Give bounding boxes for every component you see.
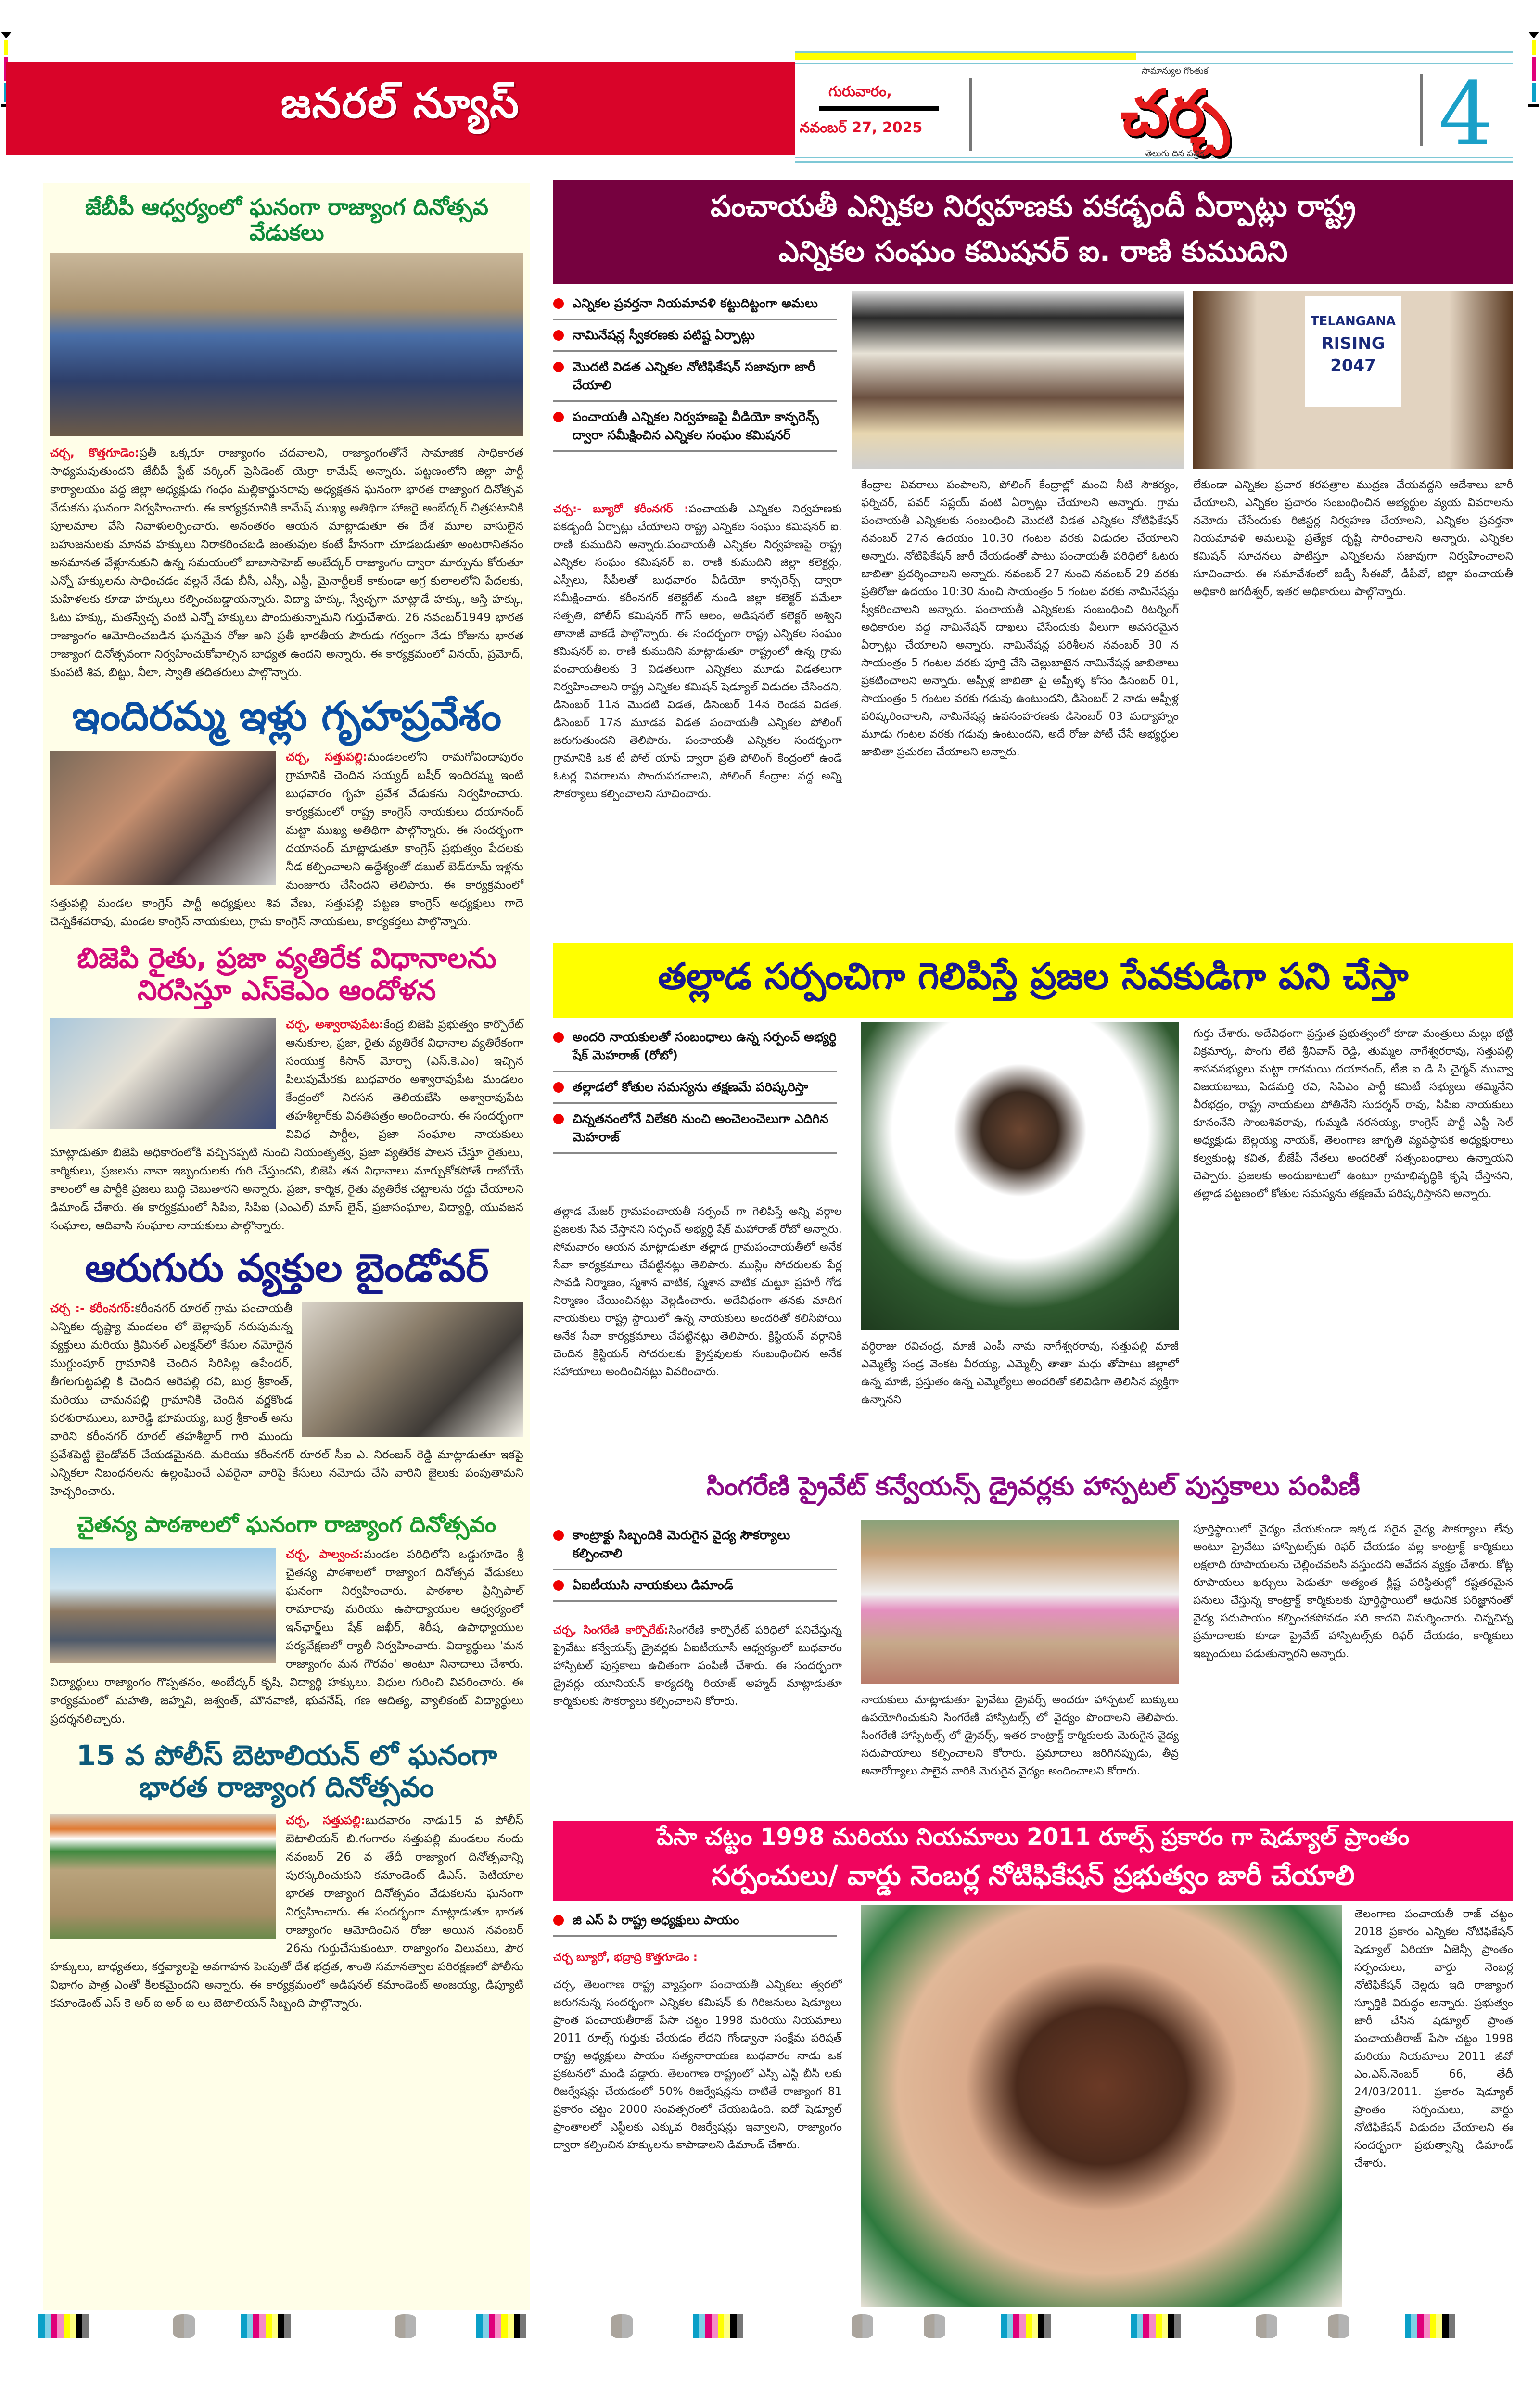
story-text: చర్చ, తెలంగాణ రాష్ట్ర వ్యాప్తంగా పంచాయతీ ఎన్నికలు త్వరలో జరుగనున్న సందర్భంగా ఎన్నికల కమిషన్ కు గిరిజనులు షెడ్యూలు ప్రాంత పంచాయతీరాజ్ పేసా చట్టం 1998 మరియు నియమాలు 2011 రూల్స్ గుర్తుకు చేయడం లేదని గోండ్వానా సంక్షేమ పరిషత్ రాష్ట్ర అధ్యక్షులు పాయం సత్యనారాయణ బుధవారం నాడు ఒక ప్రకటనలో మండి పడ్డారు. తెలంగాణ రాష్ట్రంలో ఎస్సీ ఎస్టీ బీసీ లకు రిజర్వేషన్లు చేయడంలో 50% రిజర్వేషన్లను దాటితే రాజ్యాంగ 81 ప్రకారం చట్టం 2000 సంవత్సరంలో చేయబడింది. ఐదో షెడ్యూల్ ప్రాంతాలలో ఎస్టీలకు ఎక్కువ రిజర్వేషన్లు ఇవ్వాలని, రాజ్యాంగం ద్వారా కల్పించిన హక్కులను కాపాడాలని డిమాండ్ చేశారు. [553, 1979, 842, 2151]
story-text: మండల పరిధిలోని ఒడ్డుగూడెం శ్రీ చైతన్య పాఠశాలలో రాజ్యాంగ దినోత్సవ వేడుకలు ఘనంగా నిర్వహించారు. పాఠశాల ప్రిన్సిపాల్ రామారావు మరియు ఉపాధ్యాయుల ఆధ్వర్యంలో ఇన్‌ఛార్జ్‌లు షేక్ జఖీర్, శిరీష, ఉపాధ్యాయుల పర్యవేక్షణలో ర్యాలీ నిర్వహించారు. విద్యార్థులు 'మన రాజ్యాంగం మన గౌరవం' అంటూ నినాదాలు చేశారు. విద్యార్థులు రాజ్యాంగం గొప్పతనం, అంబేద్కర్ కృషి, విద్యార్థి హక్కులు, విధుల గురించి వివరించారు. ఈ కార్యక్రమంలో మహతి, జహ్నవి, జశ్వంత్, మౌనవాణి, భువనేష్, గణ ఆదిత్య, వ్యాలికంట్ విద్యార్థులు ప్రదర్శనలిచ్చారు. [50, 1547, 523, 1725]
story-skm-protest [50, 931, 523, 1234]
story-body [50, 1015, 523, 1235]
story-text: సింగరేణి కార్పొరేట్ పరిధిలో పనిచేస్తున్న ప్రైవేటు కన్వేయన్స్ డ్రైవర్లకు ఏఐటీయూసీ ఆధ్వర్యంలో బుధవారం హాస్పిటల్ పుస్తకాలు ఉచితంగా పంపిణీ చేశారు. ఈ సందర్భంగా డ్రైవర్లు యూనియన్ కార్యదర్శి రియాజ్ అహ్మద్ మాట్లాడుతూ కార్మికులకు సౌకర్యాలు కల్పించాలని కోరారు. [553, 1624, 842, 1708]
bullet-dot-icon [553, 1530, 564, 1541]
singareni-column-1 [553, 1621, 842, 1814]
issue-day: గురువారం, [828, 83, 892, 100]
main-story-banner [553, 180, 1513, 284]
bullet-dot-icon [553, 412, 564, 422]
bullet-text: పంచాయతీ ఎన్నికల నిర్వహణపై వీడియో కాన్ఫరెన్స్ ద్వారా సమీక్షించిన ఎన్నికల సంఘం కమిషనర్ [573, 410, 819, 443]
story-body [50, 1811, 523, 2012]
story-police-battalion [50, 1728, 523, 2012]
story-headline: ఆరుగురు వ్యక్తుల బైండోవర్ [85, 1245, 489, 1290]
story-text: కేంద్ర బిజెపి ప్రభుత్వం కార్పొరేట్ అనుకూల, ప్రజా, రైతు వ్యతిరేక విధానాల వ్యతిరేకంగా సంయుక్త కిసాన్ మోర్చా (ఎస్.కె.ఎం) ఇచ్చిన పిలుపుమేరకు బుధవారం అశ్వారావుపేట మండలం కేంద్రంలో నిరసన తెలియజేసి అశ్వారావుపేట తహశీల్దార్‌కు వినతిపత్రం అందించారు. ఈ సందర్భంగా వివిధ పార్టీల, ప్రజా సంఘాల నాయకులు మాట్లాడుతూ బిజెపి అధికారంలోకి వచ్చినప్పటి నుంచి నియంతృత్వ, ప్రజా వ్యతిరేక పాలన చేస్తూ రైతులు, కార్మికులు, ప్రజలను నానా ఇబ్బందులకు గురి చేస్తుందని, బిజెపి తన విధానాలు మార్చుకోకపోతే రాబోయే కాలంలో ఆ పార్టీకి ప్రజలు బుద్ధి చెబుతారని అన్నారు. ప్రజా, కార్మిక, రైతు వ్యతిరేక చట్టాలను రద్దు చేయాలని డిమాండ్ చేశారు. ఈ కార్యక్రమంలో సిపిఐ, సిపిఐ (ఎంఎల్) మాస్ లైన్, ప్రజాసంఘాల, విద్యార్థి, యువజన సంఘాల, ఆదివాసి సంఘాల నాయకులు పాల్గొన్నారు. [50, 1017, 523, 1232]
masthead-yellow-strip [795, 53, 1136, 60]
story-photo [302, 1302, 523, 1437]
story-indiramma-houses [50, 681, 523, 931]
story-body [50, 1545, 523, 1728]
pesa-column-3: తెలంగాణ పంచాయతీ రాజ్ చట్టం 2018 ప్రకారం ఎన్నికల నోటిఫికేషన్ షెడ్యూల్ ఏరియా ఏజెన్సీ ప్రాంతం సర్పంచులు, వార్డు నెంబర్ల నోటిఫికేషన్ చెల్లదు ఇది రాజ్యాంగ స్ఫూర్తికి విరుద్ధం అన్నారు. ప్రభుత్వం జారీ చేసిన షెడ్యూల్ ప్రాంత పంచాయతీరాజ్ పేసా చట్టం 1998 మరియు నియమాలు 2011 జీవో ఎం.ఎస్.నెంబర్ 66, తేదీ 24/03/2011. ప్రకారం షెడ్యూల్ ప్రాంతం సర్పంచులు, వార్డు నోటిఫికేషన్ విడుదల చేయాలని ఈ సందర్భంగా ప్రభుత్వాన్ని డిమాండ్ చేశారు. [1354, 1908, 1513, 2170]
left-column [43, 183, 530, 2310]
story-text: పంచాయతీ ఎన్నికల నిర్వహణకు పకడ్బందీ ఏర్పాట్లు చేయాలని రాష్ట్ర ఎన్నికల సంఘం కమిషనర్ ఐ. రాణి కుముదిని అన్నారు.పంచాయతీ ఎన్నికల నిర్వహణపై రాష్ట్ర ఎన్నికల సంఘం కమిషనర్ ఐ. రాణి కుముదిని జిల్లా కలెక్టర్లు, ఎస్పీలు, సీపీలతో బుధవారం వీడియో కాన్ఫరెన్స్ ద్వారా సమీక్షించారు. కరీంనగర్ కలెక్టరేట్ నుండి జిల్లా కలెక్టర్ పమేలా సత్పతి, పోలీస్ కమిషనర్ గౌస్ ఆలం, అడిషనల్ కలెక్టర్ అశ్విని తానాజీ వాకడే పాల్గొన్నారు. ఈ సందర్భంగా రాష్ట్ర ఎన్నికల సంఘం కమిషనర్ ఐ. రాణి కుముదిని మాట్లాడుతూ రాష్ట్రంలో ఉన్న గ్రామ పంచాయతీలకు 3 విడతలుగా ఎన్నికలు మూడు విడతలుగా నిర్వహించాలని రాష్ట్ర ఎన్నికల కమిషన్ షెడ్యూల్ విడుదల చేసిందని, డిసెంబర్ 11న మొదటి విడత, డిసెంబర్ 14న రెండవ విడత, డిసెంబర్ 17న మూడవ విడత పంచాయతీ ఎన్నికల పోలింగ్ జరుగుతుందని తెలిపారు. పంచాయతీ ఎన్నికల సందర్భంగా గ్రామానికి ఒక టీ పోల్ యాప్ ద్వారా ప్రతి పోలింగ్ కేంద్రంలో ఉండే ఓటర్ల వివరాలను పొందుపరచాలని, పోలింగ్ కేంద్రాల వద్ద అన్ని సౌకర్యాలు కల్పించాలని సూచించారు. [553, 503, 842, 800]
story-binding-over [50, 1235, 523, 1500]
color-bar-strip [1001, 2314, 1051, 2338]
pesa-story-banner [553, 1821, 1513, 1901]
color-bar-strip [693, 2314, 743, 2338]
story-dateline: చర్చ, అశ్వారావుపేట: [286, 1017, 384, 1031]
bullet-item [553, 289, 837, 320]
main-story-column-3: లేకుండా ఎన్నికల ప్రచార కరపత్రాల ముద్రణ చేయవద్దని ఆదేశాలు జారీ చేయాలని, ఎన్నికల ప్రచారం సంబంధించిన అభ్యర్థుల వ్యయ వివరాలను నమోదు చేసేందుకు రిజిస్టర్ల నిర్వహణ చేయాలని, ఎన్నికల ప్రవర్తనా నియమావళి అమలుపై ప్రత్యేక దృష్టి సారించాలని అన్నారు. ఎన్నికల కమిషన్ సూచనలు పాటిస్తూ ఎన్నికలను సజావుగా నిర్వహించాలని సూచించారు. ఈ సమావేశంలో జడ్పీ సీఈవో, డీపీవో, జిల్లా పంచాయతీ అధికారి జగదీశ్వర్, ఇతర అధికారులు పాల్గొన్నారు. [1193, 479, 1513, 598]
tallada-bullets [553, 1022, 837, 1154]
singareni-headline: సింగరేణి ప్రైవేట్ కన్వేయన్స్ డ్రైవర్లకు హాస్పటల్ పుస్తకాలు పంపిణీ [706, 1470, 1360, 1501]
main-headline-line1: పంచాయతీ ఎన్నికల నిర్వహణకు పకడ్బందీ ఏర్పాట్లు రాష్ట్ర [711, 189, 1356, 223]
story-dateline: చర్చ :- కరీంనగర్: [50, 1301, 135, 1315]
masthead-divider [969, 78, 972, 151]
story-text: ప్రతీ ఒక్కరూ రాజ్యాంగం చదవాలని, రాజ్యాంగంతోనే సామాజిక సాధికారత సాధ్యమవుతుందని జేబీపీ స్టేట్ వర్కింగ్ ప్రెసిడెంట్ యెర్రా కామేష్ అన్నారు. పట్టణంలోని జిల్లా పార్టీ కార్యాలయం వద్ద జిల్లా అధ్యక్షుడు గంధం మల్లికార్జునరావు అధ్యక్షతన ఘనంగా భారత రాజ్యాంగ దినోత్సవ వేడుకను ఘనంగా నిర్వహించారు. ఈ కార్యక్రమానికి కామేష్ ముఖ్య అతిథిగా హాజరై అంబేద్కర్ చిత్రపటానికి పూలమాల వేసి నివాళులర్పించారు. అనంతరం ఆయన మాట్లాడుతూ ఈ దేశ మూల వాసులైన బహుజనులకు మానవ హక్కులు నిరాకరించబడి జంతువుల కంటే హీనంగా చూడబడుతూ అంటరానితనం అసమానత వేళ్లూనుకుని ఉన్న సమయంలో బాబాసాహెబ్ అంబేద్కర్ రాజ్యాంగం ద్వారా మార్పును కోరుతూ ఎన్నో హక్కులను సాధించడం వల్లనే నేడు బీసీ, ఎస్సీ, ఎస్టీ, మైనార్టీలకే కాకుండా అగ్ర కులాలలోని పేదలకు, మహిళలకు కూడా హక్కులు కల్పించబడ్డాయన్నారు. విద్యా హక్కు, స్వేచ్ఛగా మాట్లాడే హక్కు, ఆస్తి హక్కు, ఓటు హక్కు, మతస్వేచ్ఛ వంటి ఎన్నో హక్కులు పొందుతున్నామని గుర్తుచేశారు. 26 నవంబర్1949 భారత రాజ్యాంగం ఆమోదించబడిన ఘనమైన రోజు అని ప్రతీ భారతీయ పౌరుడు గర్వంగా నేడు రోజును భారత రాజ్యాంగ దినోత్సవంగా నిర్వహించుకోవాల్సిన బాధ్యత ఉందని అన్నారు. ఈ కార్యక్రమంలో వినయ్, ప్రమోద్, కుంపటి శివ, బిట్టు, నీలా, స్వాతి తదితరులు పాల్గొన్నారు. [50, 446, 523, 679]
bullet-dot-icon [553, 1032, 564, 1043]
page-number: 4 [1438, 64, 1493, 165]
bullet-item [553, 1104, 837, 1154]
singareni-story-banner [553, 1465, 1513, 1513]
story-photo [50, 1018, 276, 1129]
story-headline: జేబీపీ ఆధ్వర్యంలో ఘనంగా రాజ్యాంగ దినోత్సవ వేడుకలు [85, 194, 489, 245]
bullet-text: అందరి నాయకులతో సంబంధాలు ఉన్న సర్పంచ్ అభ్యర్థి షేక్ మెహరాజ్ (రోబో) [573, 1030, 837, 1063]
print-color-bars [0, 2310, 1540, 2338]
bullet-item [553, 402, 837, 452]
tallada-story-banner [553, 943, 1513, 1018]
gsp-president-photo [861, 1905, 1342, 2307]
story-headline: బిజెపి రైతు, ప్రజా వ్యతిరేక విధానాలను నిరసిస్తూ ఎస్‌కెఎం ఆందోళన [77, 942, 496, 1007]
story-body [50, 748, 523, 931]
bullet-text: నామినేషన్ల స్వీకరణకు పటిష్ట ఏర్పాట్లు [573, 328, 755, 343]
story-dateline: చర్చ:- బ్యూరో కరీంనగర్ : [553, 503, 689, 515]
banner-text: TELANGANA [1310, 314, 1396, 329]
story-headline: 15 వ పోలీస్ బెటాలియన్ లో ఘనంగా భారత రాజ్యాంగ దినోత్సవం [76, 1738, 497, 1804]
story-body [50, 444, 523, 681]
date-divider [819, 106, 939, 111]
story-body [50, 1299, 523, 1500]
candidate-photo [861, 1022, 1179, 1330]
banner-text: RISING [1321, 334, 1385, 353]
color-bar-strip [476, 2314, 526, 2338]
gray-balance-patch [395, 2314, 416, 2338]
bullet-item [553, 1905, 837, 1937]
story-dateline: చర్చ, పాల్వంచ: [286, 1547, 364, 1561]
bullet-text: జి ఎస్ పి రాష్ట్ర అధ్యక్షులు పాయం [573, 1913, 739, 1927]
story-photo [50, 253, 523, 436]
singareni-column-3: పూర్తిస్థాయిలో వైద్యం చేయకుండా ఇక్కడ సరైన వైద్య సౌకర్యాలు లేవు అంటూ ప్రైవేటు హాస్పిటల్స్‌కు రిఫర్ చేయడం వల్ల కాంట్రాక్ట్ కార్మికులు లక్షలాది రూపాయలను చెల్లించవలసి వస్తుందని ఆవేదన వ్యక్తం చేశారు. కోట్ల రూపాయలు ఖర్చులు పెడుతూ అత్యంత క్లిష్ట పరిస్థితుల్లో కష్టతరమైన పనులు చేస్తున్న కాంట్రాక్ట్ కార్మికులకు పూర్తిస్థాయిలో ఆధునిక పరిజ్ఞానంతో వైద్య సదుపాయం కల్పించకపోవడం సరి కాదని విమర్శించారు. చిన్నచిన్న ప్రమాదాలకు కూడా ప్రైవేట్ హాస్పిటల్స్‌కు రిఫర్ చేయడం, కార్మికులు ఇబ్బందులు పడుతున్నారని అన్నారు. [1193, 1523, 1513, 1660]
bullet-item [553, 1570, 837, 1602]
bullet-dot-icon [553, 298, 564, 309]
story-photo [50, 1814, 276, 1939]
gray-balance-patch [173, 2314, 195, 2338]
story-text: బుధవారం నాడు15 వ పోలీస్ బెటాలియన్ బి.గంగారం సత్తుపల్లి మండలం నందు నవంబర్ 26 వ తేదీ రాజ్యాంగ దినోత్సవాన్ని పురస్కరించుకుని కమాండెంట్ డిఎస్. పెటియాల భారత రాజ్యాంగ దినోత్సవం వేడుకలను ఘనంగా నిర్వహించారు. ఈ సందర్భంగా మాట్లాడుతూ భారత రాజ్యాంగం ఆమోదించిన రోజు అయిన నవంబర్ 26ను గుర్తుచేసుకుంటూ, రాజ్యాంగం విలువలు, పౌర హక్కులు, బాధ్యతలు, కర్తవ్యాలపై అవగాహన పెంపుతో దేశ భద్రత, శాంతి సమానత్వాల పరిరక్షణలో పోలీసు విభాగం పాత్ర ఎంతో కీలకమైందని అన్నారు. ఈ కార్యక్రమంలో అడిషనల్ కమాండెంట్ అంజయ్య, డిప్యూటీ కమాండెంట్ ఎస్ కె ఆర్ ఐ అర్ ఐ లు బెటాలియన్ సిబ్బంది పాల్గొన్నారు. [50, 1813, 523, 2010]
video-conference-photo [852, 291, 1184, 469]
logo-tagline: సామాన్యుల గొంతుక [1141, 66, 1209, 76]
story-jbp-constitution-day [50, 183, 523, 681]
main-story-bullets [553, 289, 837, 452]
main-headline-line2: ఎన్నికల సంఘం కమిషనర్ ఐ. రాణి కుముదిని [778, 234, 1288, 268]
bullet-dot-icon [553, 1580, 564, 1591]
bullet-text: మొదటి విడత ఎన్నికల నోటిఫికేషన్ సజావుగా జారీ చేయాలి [573, 360, 815, 393]
story-dateline: చర్చ, కొత్తగూడెం: [50, 446, 140, 460]
story-headline: ఇందిరమ్మ ఇళ్లు గృహప్రవేశం [72, 692, 502, 740]
story-dateline: చర్చ, సత్తుపల్లి: [286, 750, 368, 764]
bullet-text: కాంట్రాక్టు సిబ్బందికి మెరుగైన వైద్య సౌకర్యాలు కల్పించాలి [573, 1528, 790, 1561]
story-chaitanya-school [50, 1500, 523, 1728]
bullet-text: తల్లాడలో కోతుల సమస్యను తక్షణమే పరిష్కరిస్తా [573, 1080, 808, 1095]
bullet-dot-icon [553, 1915, 564, 1926]
color-bar-strip [38, 2314, 89, 2338]
bullet-dot-icon [553, 1114, 564, 1124]
tallada-headline: తల్లాడ సర్పంచిగా గెలిపిస్తే ప్రజల సేవకుడిగా పని చేస్తా [658, 954, 1409, 997]
registration-mark-right [1528, 32, 1539, 118]
newspaper-logo [1074, 66, 1276, 162]
story-dateline: చర్చ, సింగరేణి కార్పొరేట్: [553, 1624, 669, 1636]
bullet-text: చిన్నతనంలోనే విలేకరి నుంచి అంచెలంచెలుగా ఎదిగిన మెహరాజ్ [573, 1112, 828, 1145]
color-bar-strip [241, 2314, 291, 2338]
masthead [795, 51, 1513, 163]
story-text: మండలంలోని రామగోవిందాపురం గ్రామానికి చెందిన సయ్యద్ బషీర్ ఇందిరమ్మ ఇంటి బుధవారం గృహ ప్రవేశ వేడుకను నిర్వహించారు. కార్యక్రమంలో రాష్ట్ర కాంగ్రెస్ నాయకులు దయానంద్ మట్టా ముఖ్య అతిథిగా పాల్గొన్నారు. ఈ సందర్భంగా దయానంద్ మాట్లాడుతూ కాంగ్రెస్ ప్రభుత్వం పేదలకు నీడ కల్పించాలని ఉద్దేశ్యంతో డబుల్ బెడ్‌రూమ్ ఇళ్లను మంజూరు చేసిందని తెలిపారు. ఈ కార్యక్రమంలో సత్తుపల్లి మండల కాంగ్రెస్ పార్టీ అధ్యక్షులు శివ వేణు, సత్తుపల్లి పట్టణ కాంగ్రెస్ అధ్యక్షులు గాదె చెన్నకేశవరావు, మండల కాంగ్రెస్ నాయకులు, గ్రామ కాంగ్రెస్ నాయకులు, కార్యకర్తలు పాల్గొన్నారు. [50, 750, 523, 929]
tallada-column-1: తల్లాడ మేజర్ గ్రామపంచాయతీ సర్పంచ్ గా గెలిపిస్తే అన్ని వర్గాల ప్రజలకు సేవ చేస్తానని సర్పంచ్ అభ్యర్థి షేక్ మహారాజ్ రోబో అన్నారు. సోమవారం ఆయన మాట్లాడుతూ తల్లాడ గ్రామపంచాయతీలో అనేక సేవా కార్యక్రమాలు చేపట్టినట్లు తెలిపారు. ముస్లిం సోదరులకు పేర్ల సావడి నిర్మాణం, స్మశాన వాటిక, స్మశాన వాటిక చుట్టూ ప్రహరీ గోడ నిర్మాణం చేయించినట్లు వెల్లడించారు. అదేవిధంగా తనకు మాదిగ నాయకులు రాష్ట్ర స్థాయిలో ఉన్న నాయకులు అందరితో కలిసిపోయి అనేక సేవా కార్యక్రమాలు చేపట్టినట్లు తెలిపారు. క్రిస్టియన్ వర్గానికి చెందిన క్రిస్టియన్ సోదరులకు క్రైస్తవులకు సంబంధించిన అనేక సహాయాలు అందించినట్లు వివరించారు. [553, 1205, 842, 1378]
gray-balance-patch [852, 2314, 873, 2338]
singareni-column-2: నాయకులు మాట్లాడుతూ ప్రైవేటు డ్రైవర్స్ అందరూ హాస్పటల్ బుక్కులు ఉపయోగించుకుని సింగరేణి హాస్పిటల్స్ లో వైద్యం పొందాలని తెలిపారు. సింగరేణి హాస్పిటల్స్ లో డ్రైవర్స్, ఇతర కాంట్రాక్ట్ కార్మికులకు మెరుగైన వైద్య సదుపాయాలు కల్పించాలని కోరారు. ప్రమాదాలు జరిగినప్పుడు, తీవ్ర అనారోగ్యాలు పాలైన వారికి మెరుగైన వైద్యం అందించాలని కోరారు. [861, 1694, 1179, 1777]
pesa-headline-line2: సర్పంచులు/ వార్డు నెంబర్ల నోటిఫికేషన్ ప్రభుత్వం జారీ చేయాలి [712, 1860, 1355, 1891]
logo-name: చర్చ [1120, 76, 1230, 149]
logo-subtitle: తెలుగు దిన పత్రిక [1145, 149, 1205, 159]
bullet-item [553, 352, 837, 402]
issue-date: నవంబర్ 27, 2025 [800, 119, 923, 136]
bullet-text: ఏఐటీయుసి నాయకులు డిమాండ్ [573, 1578, 733, 1593]
tallada-column-3: గుర్తు చేశారు. అదేవిధంగా ప్రస్తుత ప్రభుత్వంలో కూడా మంత్రులు మల్లు భట్టి విక్రమార్క, పొంగు లేటి శ్రీనివాస్ రెడ్డి, తుమ్మల నాగేశ్వరరావు, సత్తుపల్లి శాసనసభ్యులు మట్టా రాగమయి దయానంద్, టీజి ఐ డి సి చైర్మన్ మువ్వా విజయబాబు, పిడమర్తి రవి, సిపిఎం పార్టీ కమిటీ సభ్యులు తమ్మినేని వీరభద్రం, రాష్ట్ర నాయకులు పోతినేని సుదర్శన్ రావు, సిపిఐ నాయకులు కూనంనేని సాంబశివరావు, గుమ్మడి నరసయ్య, కాంగ్రెస్ పార్టీ ఎస్టీ సెల్ అధ్యక్షుడు బెల్లయ్య నాయక్, తెలంగాణ జాగృతి వ్యవస్థాపక అధ్యక్షురాలు కల్వకుంట్ల కవిత, బీజేపీ నేతలు అందరితో సత్సంబంధాలు ఉన్నాయని చెప్పారు. ప్రజలకు అందుబాటులో ఉంటూ గ్రామాభివృద్ధికి కృషి చేస్తానని, తల్లాడ పట్టణంలో కోతుల సమస్యను తక్షణమే పరిష్కరిస్తానని అన్నారు. [1193, 1027, 1513, 1200]
gray-balance-patch [924, 2314, 945, 2338]
bullet-item [553, 1520, 837, 1570]
bullet-dot-icon [553, 362, 564, 372]
main-story-column-2: కేంద్రాల వివరాలు పంపాలని, పోలింగ్ కేంద్రాల్లో మంచి నీటి సౌకర్యం, ఫర్నిచర్, పవర్ సప్లయ్ వంటి ఏర్పాట్లు చేయాలని అన్నారు. గ్రామ పంచాయతీ ఎన్నికలకు సంబంధించి మొదటి విడత ఎన్నికల నోటిఫికేషన్ నవంబర్ 27న ఉదయం 10.30 గంటల వరకు విడుదల చేయాలని అన్నారు. నోటిఫికేషన్ జారీ చేయడంతో పాటు పంచాయతీ పరిధిలో ఓటరు జాబితా ప్రదర్శించాలని అన్నారు. నవంబర్ 27 నుంచి నవంబర్ 29 వరకు ప్రతిరోజు ఉదయం 10:30 నుంచి సాయంత్రం 5 గంటల వరకు నామినేషన్లు స్వీకరించాలని అన్నారు. పంచాయతీ ఎన్నికలకు సంబంధించి రిటర్నింగ్ అధికారుల వద్ద నామినేషన్ దాఖలు చేసేందుకు వీలుగా అవసరమైన ఏర్పాట్లు చేయాలని అన్నారు. నామినేషన్ల పరిశీలన నవంబర్ 30 న సాయంత్రం 5 గంటల వరకు పూర్తి చేసి చెల్లుబాటైన నామినేషన్ల జాబితాలు ప్రకటించాలని అన్నారు. అప్పీళ్ల జాబితా పై అప్పీళ్ళ కోసం డిసెంబర్ 01, సాయంత్రం 5 గంటల వరకు గడువు ఉంటుందని, డిసెంబర్ 2 నాడు అప్పీళ్ల పరిష్కరించాలని, నామినేషన్ల ఉపసంహరణకు డిసెంబర్ 03 మధ్యాహ్నం మూడు గంటల వరకు గడువు ఉంటుందని, అదే రోజు పోటీ చేసే అభ్యర్థుల జాబితా ప్రచురణ చేయాలని అన్నారు. [861, 479, 1179, 758]
tallada-photo-caption: వర్ధిరాజు రవిచంద్ర, మాజీ ఎంపీ నామ నాగేశ్వరరావు, సత్తుపల్లి మాజీ ఎమ్మెల్యే సండ్ర వెంకట వీరయ్య, ఎమ్మెల్సీ తాతా మధు తోపాటు జిల్లాలో ఉన్న మాజీ, ప్రస్తుతం ఉన్న ఎమ్మెల్యేలు అందరితో కలివిడిగా తెలిసిన వ్యక్తిగా ఉన్నానని [861, 1340, 1179, 1406]
bullet-dot-icon [553, 1082, 564, 1093]
story-photo [50, 751, 276, 885]
story-photo [50, 1548, 276, 1663]
story-dateline: చర్చ బ్యూరో, భద్రాద్రి కొత్తగూడెం : [553, 1951, 698, 1964]
bullet-item [553, 320, 837, 352]
section-banner [6, 62, 795, 155]
color-bar-strip [1131, 2314, 1181, 2338]
telangana-rising-banner [1305, 296, 1401, 407]
singareni-group-photo [861, 1520, 1179, 1684]
pesa-bullets [553, 1905, 837, 1937]
bullet-text: ఎన్నికల ప్రవర్తనా నియమావళి కట్టుదిట్టంగా అమలు [573, 296, 818, 311]
left-column-flow [43, 183, 530, 2012]
story-text: కరీంనగర్ రూరల్ గ్రామ పంచాయతీ ఎన్నికల దృష్ట్యా మండలం లో బెల్లాపుర్ నరుపుమన్న వ్యక్తులు మరియు క్రిమినల్ ఎలక్షన్‌లో కేసుల నమోదైన ముగ్దుంపూర్ గ్రామానికి చెందిన సిరిసిల్ల ఉపేందర్, తీగలగుట్టపల్లి కి చెందిన ఆరెపల్లి రవి, బుర్ర శ్రీకాంత్, మరియు చామనపల్లి గ్రామానికి చెందిన వర్ణకొండ పరశురాములు, బూరెడ్డి భూమయ్య, బుర్ర శ్రీకాంత్ అను వారిని కరీంనగర్ రూరల్ తహశీల్దార్ గారి ముందు ప్రవేశపెట్టి బైండోవర్ చేయడమైనది. మరియు కరీంనగర్ రూరల్ సీఐ ఎ. నిరంజన్ రెడ్డి మాట్లాడుతూ ఇకపై ఎన్నికలా నిబంధనలను ఉల్లంఘించే ఎవరైనా వారిపై కేసులు నమోదు చేసి వారిని జైలుకు పంపుతామని హెచ్చరించారు. [50, 1301, 523, 1498]
gray-balance-patch [611, 2314, 633, 2338]
gray-balance-patch [1328, 2314, 1349, 2338]
section-title: జనరల్ న్యూస్ [280, 79, 520, 128]
bullet-dot-icon [553, 330, 564, 341]
pesa-column-1 [553, 1949, 842, 2307]
main-story-column-1 [553, 500, 842, 933]
gray-balance-patch [1256, 2314, 1277, 2338]
color-bar-strip [1405, 2314, 1455, 2338]
singareni-bullets [553, 1520, 837, 1602]
story-headline: చైతన్య పాఠశాలలో ఘనంగా రాజ్యాంగ దినోత్సవం [77, 1511, 496, 1537]
bullet-item [553, 1072, 837, 1104]
officials-meeting-photo [1193, 291, 1513, 469]
banner-text: 2047 [1330, 356, 1376, 375]
bullet-item [553, 1022, 837, 1072]
masthead-divider [1420, 74, 1423, 146]
pesa-headline-line1: పేసా చట్టం 1998 మరియు నియమాలు 2011 రూల్స్ ప్రకారం గా షెడ్యూల్ ప్రాంతం [657, 1824, 1410, 1851]
story-dateline: చర్చ, సత్తుపల్లి: [286, 1813, 366, 1827]
